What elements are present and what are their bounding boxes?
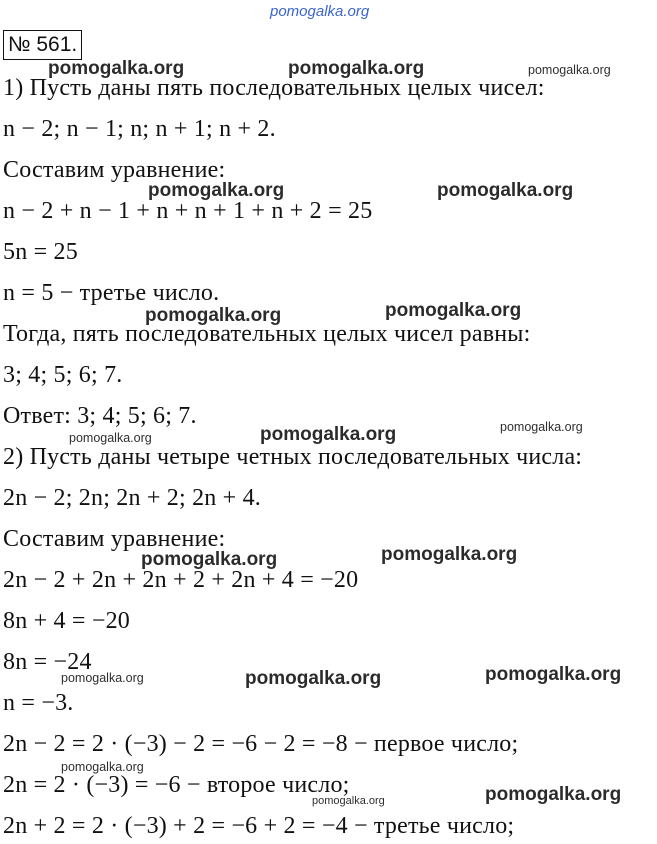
watermark: pomogalka.org — [148, 180, 285, 201]
watermark: pomogalka.org — [141, 549, 278, 570]
text-line-17: 2n − 2 = 2 · (−3) − 2 = −6 − 2 = −8 − первое число; — [3, 731, 519, 757]
text-line-10: 2) Пусть даны четыре четных последовательных числа: — [3, 444, 583, 470]
text-line-9: Ответ: 3; 4; 5; 6; 7. — [3, 403, 197, 429]
text-line-14: 8n + 4 = −20 — [3, 608, 131, 634]
text-line-1: 1) Пусть даны пять последовательных целых чисел: — [3, 75, 545, 101]
text-line-16: n = −3. — [3, 690, 74, 716]
watermark: pomogalka.org — [61, 760, 144, 774]
watermark: pomogalka.org — [437, 180, 574, 201]
problem-number: № 561. — [3, 30, 82, 60]
watermark: pomogalka.org — [312, 795, 385, 807]
text-line-15: 8n = −24 — [3, 649, 92, 675]
text-line-5: 5n = 25 — [3, 239, 78, 265]
text-line-11: 2n − 2; 2n; 2n + 2; 2n + 4. — [3, 485, 262, 511]
watermark: pomogalka.org — [48, 58, 185, 79]
watermark: pomogalka.org — [260, 424, 397, 445]
watermark: pomogalka.org — [69, 431, 152, 445]
watermark: pomogalka.org — [385, 300, 522, 321]
text-line-2: n − 2; n − 1; n; n + 1; n + 2. — [3, 116, 276, 142]
text-line-19: 2n + 2 = 2 · (−3) + 2 = −6 + 2 = −4 − третье число; — [3, 813, 515, 839]
text-line-8: 3; 4; 5; 6; 7. — [3, 362, 123, 388]
watermark: pomogalka.org — [485, 784, 622, 805]
watermark: pomogalka.org — [61, 671, 144, 685]
watermark: pomogalka.org — [381, 544, 518, 565]
watermark: pomogalka.org — [485, 664, 622, 685]
watermark: pomogalka.org — [245, 668, 382, 689]
watermark-top[interactable]: pomogalka.org — [270, 3, 370, 20]
text-line-18: 2n = 2 · (−3) = −6 − второе число; — [3, 772, 350, 798]
text-line-4: n − 2 + n − 1 + n + n + 1 + n + 2 = 25 — [3, 198, 373, 224]
text-line-3: Составим уравнение: — [3, 157, 226, 183]
watermark: pomogalka.org — [145, 305, 282, 326]
text-line-7: Тогда, пять последовательных целых чисел равны: — [3, 321, 531, 347]
watermark: pomogalka.org — [528, 63, 611, 77]
watermark: pomogalka.org — [500, 420, 583, 434]
text-line-13: 2n − 2 + 2n + 2n + 2 + 2n + 4 = −20 — [3, 567, 359, 593]
text-line-6: n = 5 − третье число. — [3, 280, 220, 306]
watermark: pomogalka.org — [288, 58, 425, 79]
text-line-12: Составим уравнение: — [3, 526, 226, 552]
